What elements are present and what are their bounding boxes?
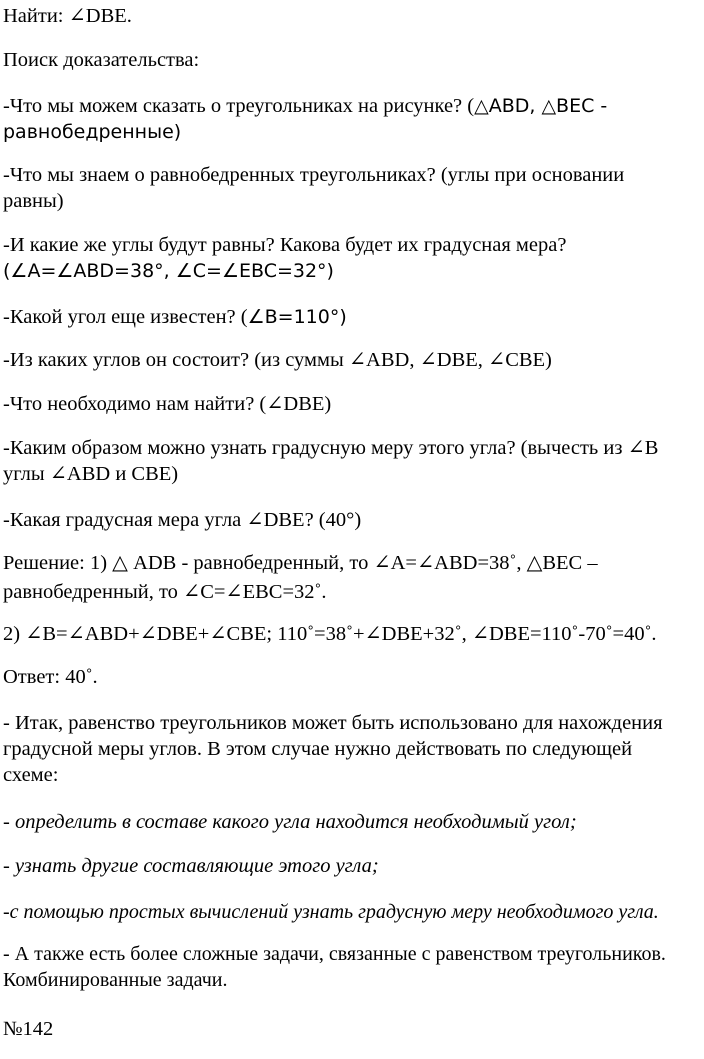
question-1-answer-cont: равнобедренные): [3, 121, 182, 143]
question-3: [3, 232, 700, 284]
question-3-answer: (∠A=∠ABD=38°, ∠C=∠EBC=32°): [3, 260, 334, 282]
question-2-line-2: равны): [3, 190, 64, 212]
conclusion-paragraph: [3, 710, 700, 788]
solution-line-2: равнобедренный, то ∠C=∠EBC=32˚.: [3, 581, 327, 603]
question-1: [3, 93, 700, 145]
proof-search-heading: Поиск доказательства:: [3, 49, 200, 71]
question-2-line-1: -Что мы знаем о равнобедренных треугольниках? (углы при основании: [3, 164, 625, 186]
scheme-step-3: -с помощью простых вычислений узнать градусную меру необходимого угла.: [3, 901, 659, 923]
conclusion-line-2: градусной меры углов. В этом случае нужно действовать по следующей: [3, 738, 633, 760]
solution-step-1: [3, 549, 700, 607]
complex-line-1: - А также есть более сложные задачи, связанные с равенством треугольников.: [3, 943, 666, 965]
find-statement: Найти: ∠DBE.: [3, 5, 132, 27]
problem-number: №142: [3, 1018, 54, 1040]
question-1-text: -Что мы можем сказать о треугольниках на рисунке? (: [3, 95, 475, 117]
conclusion-line-1: - Итак, равенство треугольников может быть использовано для нахождения: [3, 712, 663, 734]
complex-line-2: Комбинированные задачи.: [3, 969, 228, 991]
question-4: [3, 304, 700, 330]
complex-problems-paragraph: [3, 941, 700, 993]
question-5: -Из каких углов он состоит? (из суммы ∠ABD, ∠DBE, ∠CBE): [3, 349, 552, 371]
question-2: [3, 162, 700, 214]
solution-step-2: 2) ∠B=∠ABD+∠DBE+∠CBE; 110˚=38˚+∠DBE+32˚, ∠DBE=110˚-70˚=40˚.: [3, 623, 657, 645]
question-7-line-2: углы ∠ABD и CBE): [3, 463, 179, 485]
question-4-answer: ∠B=110°): [247, 306, 347, 328]
question-8: -Какая градусная мера угла ∠DBE? (40°): [3, 509, 362, 531]
question-6: -Что необходимо нам найти? (∠DBE): [3, 393, 332, 415]
scheme-step-2: - узнать другие составляющие этого угла;: [3, 855, 379, 877]
question-7-line-1: -Каким образом можно узнать градусную меру этого угла? (вычесть из ∠B: [3, 437, 659, 459]
question-7: [3, 435, 700, 487]
conclusion-line-3: схеме:: [3, 764, 59, 786]
question-3-line-1: -И какие же углы будут равны? Какова будет их градусная мера?: [3, 234, 567, 256]
answer-line: Ответ: 40˚.: [3, 666, 98, 688]
question-4-text: -Какой угол еще известен? (: [3, 306, 248, 328]
question-1-answer: △ABD, △BEC -: [474, 95, 608, 117]
scheme-step-1: - определить в составе какого угла находится необходимый угол;: [3, 811, 577, 833]
solution-line-1: Решение: 1) △ ADB - равнобедренный, то ∠A=∠ABD=38˚, △BEC –: [3, 552, 598, 574]
